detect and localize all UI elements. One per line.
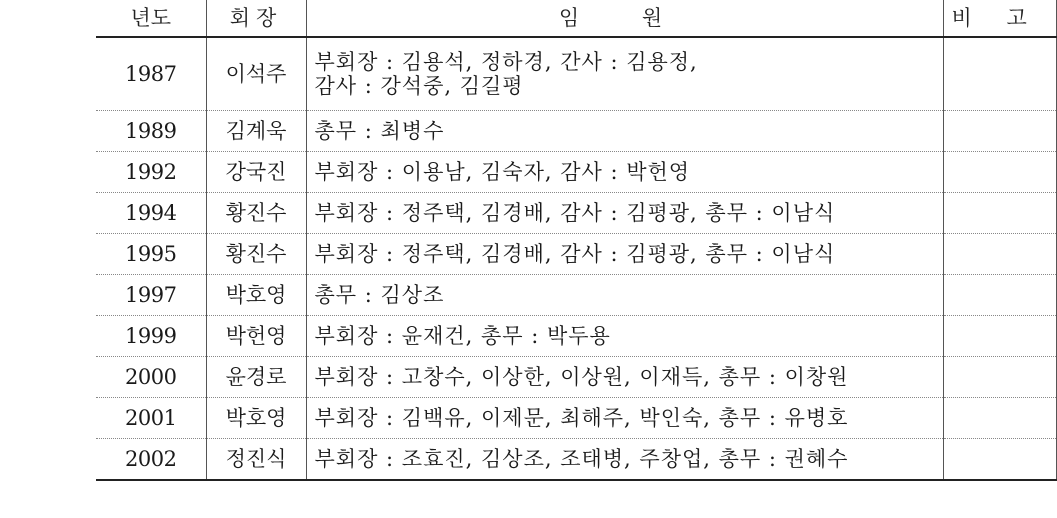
cell-officers [306, 316, 943, 357]
cell-president: 박헌영 [206, 316, 306, 357]
cell-note [943, 111, 1056, 152]
cell-president: 김계욱 [206, 111, 306, 152]
cell-year: 1987 [96, 37, 206, 111]
cell-note [943, 439, 1056, 481]
cell-officers [306, 37, 943, 111]
cell-officers [306, 234, 943, 275]
officers-line: 총무 : 최병수 [314, 119, 445, 143]
header-officers: 임 원 [306, 0, 943, 37]
table-row [96, 193, 1056, 234]
cell-year: 1994 [96, 193, 206, 234]
table-row [96, 234, 1056, 275]
cell-officers [306, 111, 943, 152]
table-row [96, 152, 1056, 193]
table-row [96, 439, 1056, 481]
officers-line: 부회장 : 조효진, 김상조, 조태병, 주창업, 총무 : 권혜수 [314, 447, 849, 471]
cell-note [943, 275, 1056, 316]
officers-line: 부회장 : 정주택, 김경배, 감사 : 김평광, 총무 : 이남식 [314, 201, 836, 225]
table-row [96, 275, 1056, 316]
table-body [96, 37, 1056, 480]
table-row [96, 316, 1056, 357]
cell-president: 이석주 [206, 37, 306, 111]
cell-note [943, 316, 1056, 357]
cell-note [943, 193, 1056, 234]
cell-year: 1989 [96, 111, 206, 152]
cell-note [943, 37, 1056, 111]
table-row [96, 357, 1056, 398]
cell-president: 박호영 [206, 275, 306, 316]
officers-line: 감사 : 강석중, 김길평 [314, 74, 524, 98]
header-year: 년도 [96, 0, 206, 37]
cell-president: 윤경로 [206, 357, 306, 398]
officers-line: 부회장 : 고창수, 이상한, 이상원, 이재득, 총무 : 이창원 [314, 365, 849, 389]
cell-note [943, 234, 1056, 275]
header-note: 비 고 [943, 0, 1056, 37]
cell-year: 1999 [96, 316, 206, 357]
officers-line: 부회장 : 김용석, 정하경, 간사 : 김용정, [314, 50, 698, 74]
cell-president: 박호영 [206, 398, 306, 439]
cell-president: 황진수 [206, 193, 306, 234]
officers-line: 총무 : 김상조 [314, 283, 445, 307]
officers-line: 부회장 : 이용남, 김숙자, 감사 : 박헌영 [314, 160, 691, 184]
cell-year: 1997 [96, 275, 206, 316]
header-president: 회장 [206, 0, 306, 37]
cell-president: 정진식 [206, 439, 306, 481]
cell-officers [306, 439, 943, 481]
cell-president: 황진수 [206, 234, 306, 275]
officers-table [96, 0, 1057, 481]
table-header [96, 0, 1056, 37]
cell-officers [306, 152, 943, 193]
officers-line: 부회장 : 정주택, 김경배, 감사 : 김평광, 총무 : 이남식 [314, 242, 836, 266]
cell-year: 2000 [96, 357, 206, 398]
cell-officers [306, 193, 943, 234]
officers-line: 부회장 : 윤재건, 총무 : 박두용 [314, 324, 611, 348]
cell-officers [306, 357, 943, 398]
cell-officers [306, 398, 943, 439]
cell-note [943, 398, 1056, 439]
cell-year: 2002 [96, 439, 206, 481]
cell-year: 1992 [96, 152, 206, 193]
table-row [96, 37, 1056, 111]
officers-line: 부회장 : 김백유, 이제문, 최해주, 박인숙, 총무 : 유병호 [314, 406, 849, 430]
cell-note [943, 152, 1056, 193]
cell-note [943, 357, 1056, 398]
cell-year: 1995 [96, 234, 206, 275]
header-row [96, 0, 1056, 37]
table-row [96, 398, 1056, 439]
cell-year: 2001 [96, 398, 206, 439]
cell-president: 강국진 [206, 152, 306, 193]
table-row [96, 111, 1056, 152]
cell-officers [306, 275, 943, 316]
